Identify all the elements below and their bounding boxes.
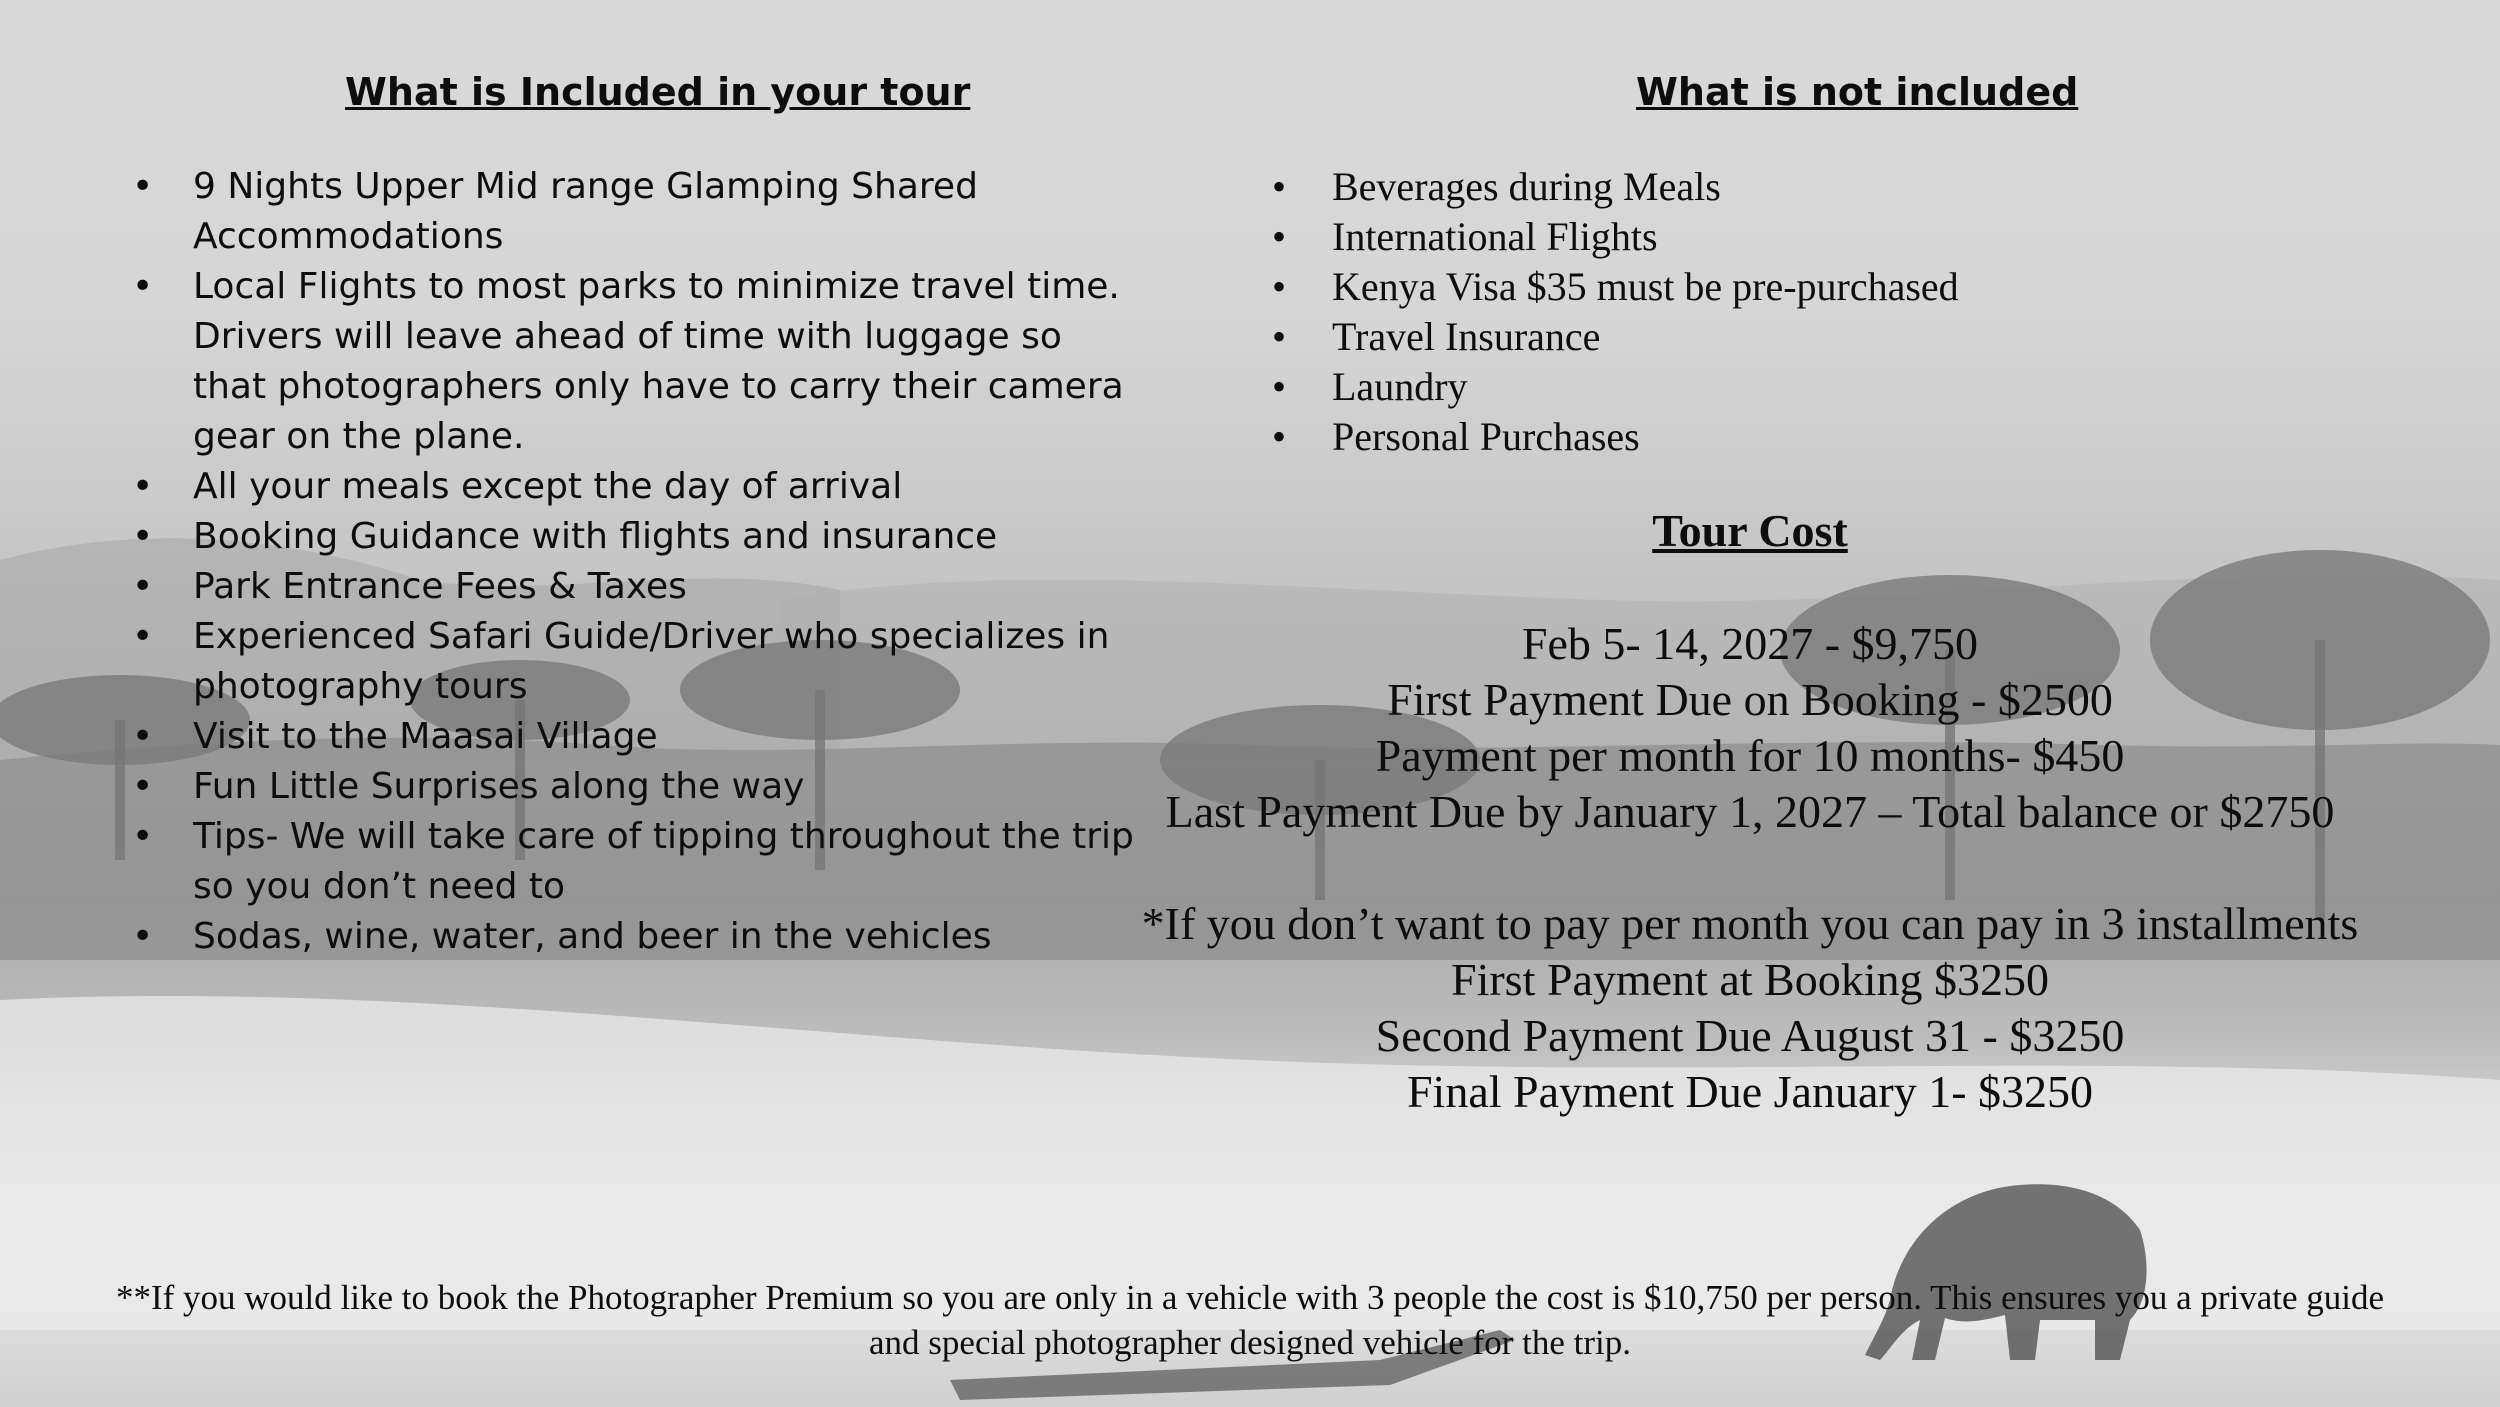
monthly-payment: Payment per month for 10 months- $450 — [1375, 730, 2125, 781]
included-item: • Fun Little Surprises along the way — [120, 762, 1140, 812]
included-item: • All your meals except the day of arrival — [120, 462, 1140, 512]
first-payment: First Payment Due on Booking - $2500 — [1387, 674, 2113, 725]
premium-footnote: **If you would like to book the Photographer Premium so you are only in a vehicle with 3 people the cost is $10,750 per person. This ensures you a private guide and special photographer designed vehicle for the trip. — [115, 1278, 2385, 1362]
dates-price: Feb 5- 14, 2027 - $9,750 — [1521, 618, 1979, 669]
included-item: • 9 Nights Upper Mid range Glamping Shared Accommodations — [120, 162, 1140, 262]
spacer — [1140, 840, 2360, 896]
last-payment: Last Payment Due by January 1, 2027 – Total balance or $2750 — [1165, 786, 2335, 837]
not-included-item: • Beverages during Meals — [1140, 162, 2360, 212]
not-included-heading: What is not included — [1636, 70, 2079, 114]
included-item: • Park Entrance Fees & Taxes — [120, 562, 1140, 612]
tour-cost-details — [1140, 616, 2360, 1120]
included-item: • Booking Guidance with flights and insurance — [120, 512, 1140, 562]
installment-first: First Payment at Booking $3250 — [1451, 954, 2049, 1005]
installment-second: Second Payment Due August 31 - $3250 — [1375, 1010, 2125, 1061]
tour-cost-heading: Tour Cost — [1652, 505, 1848, 556]
included-heading: What is Included in your tour — [345, 70, 971, 114]
included-list — [120, 162, 1140, 962]
not-included-item: • International Flights — [1140, 212, 2360, 262]
included-item: • Sodas, wine, water, and beer in the vehicles — [120, 912, 1140, 962]
installment-note: *If you don’t want to pay per month you can pay in 3 installments — [1141, 898, 2359, 949]
not-included-item: • Laundry — [1140, 362, 2360, 412]
tour-cost-section — [1140, 498, 2360, 1120]
included-section — [120, 62, 1140, 962]
not-included-section — [1140, 62, 2360, 462]
included-item: • Local Flights to most parks to minimize travel time. Drivers will leave ahead of time with luggage so that photographers only have to carry their camera gear on the plane. — [120, 262, 1140, 462]
not-included-item: • Kenya Visa $35 must be pre-purchased — [1140, 262, 2360, 312]
included-item: • Tips- We will take care of tipping throughout the trip so you don’t need to — [120, 812, 1140, 912]
not-included-item: • Personal Purchases — [1140, 412, 2360, 462]
installment-final: Final Payment Due January 1- $3250 — [1406, 1066, 2094, 1117]
included-item: • Experienced Safari Guide/Driver who specializes in photography tours — [120, 612, 1140, 712]
not-included-item: • Travel Insurance — [1140, 312, 2360, 362]
included-item: • Visit to the Maasai Village — [120, 712, 1140, 762]
not-included-list — [1140, 162, 2360, 462]
